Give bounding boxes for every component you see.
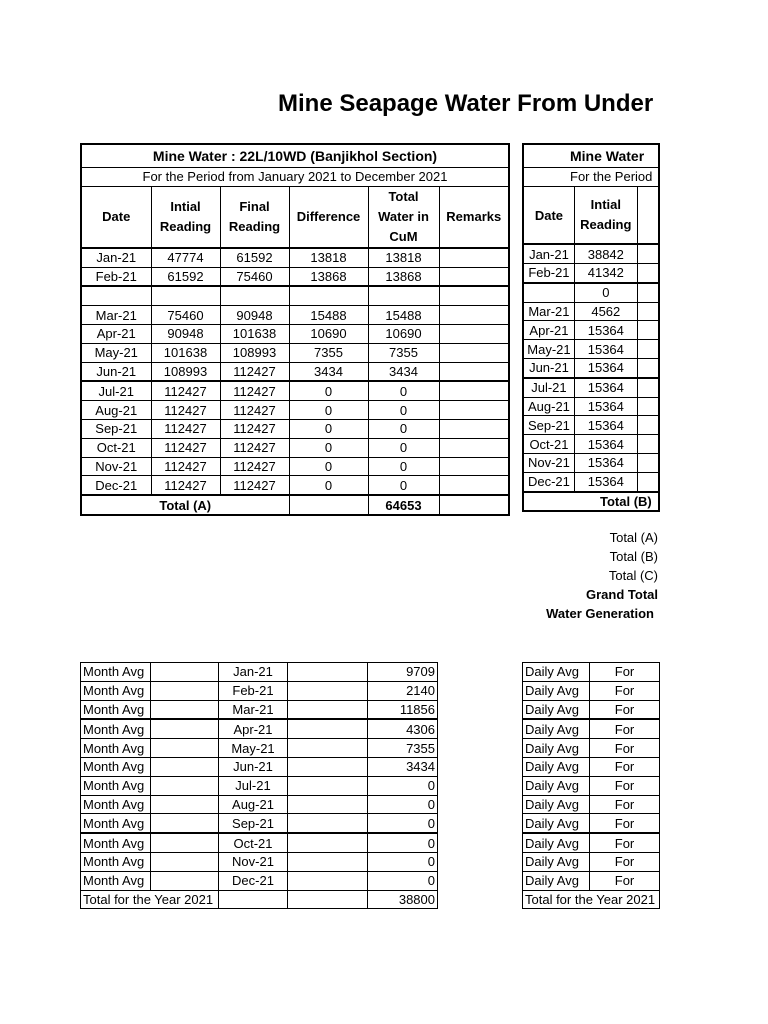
month-label: Oct-21 <box>219 833 288 852</box>
cell-date: Mar-21 <box>523 302 574 321</box>
cell-blank <box>637 472 659 491</box>
year-total-row <box>81 890 438 909</box>
table-row <box>81 267 509 286</box>
cell-blank <box>151 871 219 890</box>
cell-difference: 0 <box>289 476 368 495</box>
cell-initial-reading: 75460 <box>151 306 220 325</box>
cell-date: May-21 <box>81 343 151 362</box>
cell-total-water: 13868 <box>368 267 439 286</box>
cell-remarks <box>439 286 509 305</box>
cell-blank <box>288 757 368 776</box>
cell-initial-reading: 15364 <box>574 321 637 340</box>
table-row <box>523 321 659 340</box>
cell-blank <box>637 416 659 435</box>
table-row <box>81 438 509 457</box>
cell-initial-reading: 61592 <box>151 267 220 286</box>
cell-final-reading: 75460 <box>220 267 289 286</box>
table-row <box>523 302 659 321</box>
col-header-total-water: Total Water in CuM <box>368 186 439 248</box>
cell-date <box>523 283 574 302</box>
month-avg-value: 0 <box>368 852 438 871</box>
cell-final-reading: 112427 <box>220 362 289 381</box>
cell-initial-reading: 41342 <box>574 264 637 283</box>
list-item <box>81 681 438 700</box>
year-total-label: Total for the Year 2021 <box>523 890 660 909</box>
col-header-date-b: Date <box>523 186 574 244</box>
cell-initial-reading: 15364 <box>574 397 637 416</box>
list-item <box>81 757 438 776</box>
list-item <box>523 852 660 871</box>
cell-initial-reading: 15364 <box>574 435 637 454</box>
table-row <box>523 454 659 473</box>
cell-remarks <box>439 248 509 267</box>
cell-blank <box>637 454 659 473</box>
cell-blank <box>637 397 659 416</box>
cell-blank <box>151 833 219 852</box>
monthly-avg-table-a <box>80 662 438 909</box>
daily-avg-table-b <box>522 662 660 909</box>
daily-avg-label: Daily Avg <box>523 871 590 890</box>
cell-difference: 13818 <box>289 248 368 267</box>
table-row <box>523 435 659 454</box>
month-label: Jan-21 <box>219 663 288 682</box>
cell-final-reading: 112427 <box>220 457 289 476</box>
cell-difference: 0 <box>289 401 368 420</box>
month-avg-value: 4306 <box>368 719 438 738</box>
cell-date: Jul-21 <box>523 378 574 397</box>
cell-date: Dec-21 <box>523 472 574 491</box>
list-item <box>81 795 438 814</box>
table-row <box>523 472 659 491</box>
cell-remarks <box>439 381 509 400</box>
cell-blank <box>637 359 659 378</box>
summary-total-b: Total (B) <box>609 549 658 564</box>
month-avg-label: Month Avg <box>81 776 151 795</box>
list-item <box>523 814 660 833</box>
table-row <box>523 397 659 416</box>
daily-avg-label: Daily Avg <box>523 795 590 814</box>
cell-date: Jun-21 <box>81 362 151 381</box>
cell-blank <box>637 378 659 397</box>
month-avg-label: Month Avg <box>81 814 151 833</box>
month-avg-value: 0 <box>368 814 438 833</box>
col-header-initial-reading: Intial Reading <box>151 186 220 248</box>
cell-blank <box>288 719 368 738</box>
cell-difference: 13868 <box>289 267 368 286</box>
daily-avg-for: For <box>590 663 660 682</box>
cell-total-water: 0 <box>368 457 439 476</box>
cell-date: Nov-21 <box>81 457 151 476</box>
table-row <box>81 362 509 381</box>
list-item <box>81 871 438 890</box>
cell-initial-reading: 108993 <box>151 362 220 381</box>
cell-date: Apr-21 <box>81 324 151 343</box>
cell-difference: 0 <box>289 381 368 400</box>
list-item <box>523 833 660 852</box>
daily-avg-for: For <box>590 719 660 738</box>
list-item <box>81 814 438 833</box>
cell-remarks <box>439 362 509 381</box>
year-total-value: 38800 <box>368 890 438 909</box>
cell-difference: 15488 <box>289 306 368 325</box>
cell-date: Nov-21 <box>523 454 574 473</box>
cell-final-reading: 112427 <box>220 419 289 438</box>
month-avg-label: Month Avg <box>81 757 151 776</box>
summary-total-c: Total (C) <box>608 568 658 583</box>
year-total-label: Total for the Year 2021 <box>81 890 219 909</box>
cell-blank <box>637 244 659 263</box>
col-header-initial-reading-b: Intial Reading <box>574 186 637 244</box>
col-header-date: Date <box>81 186 151 248</box>
list-item <box>523 871 660 890</box>
table-row <box>523 264 659 283</box>
cell-blank <box>151 757 219 776</box>
month-avg-value: 11856 <box>368 700 438 719</box>
table-row <box>81 343 509 362</box>
cell-total-water: 7355 <box>368 343 439 362</box>
table-row <box>523 340 659 359</box>
cell-difference: 0 <box>289 457 368 476</box>
list-item <box>523 795 660 814</box>
cell-remarks <box>439 324 509 343</box>
month-label: Mar-21 <box>219 700 288 719</box>
month-avg-label: Month Avg <box>81 871 151 890</box>
cell-date: Feb-21 <box>523 264 574 283</box>
cell-blank <box>151 700 219 719</box>
table-row <box>523 378 659 397</box>
cell-date: Jun-21 <box>523 359 574 378</box>
cell-date: Oct-21 <box>81 438 151 457</box>
list-item <box>523 776 660 795</box>
cell-blank <box>151 681 219 700</box>
summary-labels <box>480 528 658 623</box>
cell-date: Aug-21 <box>81 401 151 420</box>
table-row <box>81 457 509 476</box>
cell-final-reading <box>220 286 289 305</box>
month-avg-value: 7355 <box>368 739 438 758</box>
cell-initial-reading: 15364 <box>574 454 637 473</box>
cell-date: Oct-21 <box>523 435 574 454</box>
table-row <box>523 359 659 378</box>
cell-blank <box>288 739 368 758</box>
list-item <box>81 833 438 852</box>
cell-date: Sep-21 <box>81 419 151 438</box>
daily-avg-label: Daily Avg <box>523 700 590 719</box>
col-header-final-reading: Final Reading <box>220 186 289 248</box>
table-row <box>81 286 509 305</box>
cell-final-reading: 108993 <box>220 343 289 362</box>
month-label: Jul-21 <box>219 776 288 795</box>
col-header-blank-b <box>637 186 659 244</box>
daily-avg-for: For <box>590 852 660 871</box>
list-item <box>81 719 438 738</box>
cell-total-water: 0 <box>368 401 439 420</box>
cell-total-water: 15488 <box>368 306 439 325</box>
table-row <box>81 248 509 267</box>
cell-remarks <box>439 419 509 438</box>
cell-final-reading: 101638 <box>220 324 289 343</box>
table-row <box>81 381 509 400</box>
cell-blank <box>637 340 659 359</box>
year-total-row <box>523 890 660 909</box>
month-avg-label: Month Avg <box>81 700 151 719</box>
total-a-label: Total (A) <box>81 495 289 515</box>
cell-blank <box>288 852 368 871</box>
table-row <box>81 401 509 420</box>
table-row <box>523 416 659 435</box>
table-row <box>81 476 509 495</box>
list-item <box>523 663 660 682</box>
cell-initial-reading: 112427 <box>151 401 220 420</box>
list-item <box>523 739 660 758</box>
daily-avg-label: Daily Avg <box>523 719 590 738</box>
cell-total-water: 10690 <box>368 324 439 343</box>
mine-water-table-a <box>80 143 510 516</box>
month-label: Nov-21 <box>219 852 288 871</box>
month-label: May-21 <box>219 739 288 758</box>
cell-blank <box>288 681 368 700</box>
cell-final-reading: 90948 <box>220 306 289 325</box>
cell-blank <box>288 795 368 814</box>
table-row <box>523 283 659 302</box>
cell-blank <box>151 719 219 738</box>
page-title: Mine Seapage Water From Under <box>278 90 654 117</box>
list-item <box>81 700 438 719</box>
cell-blank <box>288 871 368 890</box>
table-row <box>81 324 509 343</box>
cell-remarks <box>439 438 509 457</box>
list-item <box>523 719 660 738</box>
cell-date: Feb-21 <box>81 267 151 286</box>
summary-total-a: Total (A) <box>609 530 658 545</box>
mine-water-table-b <box>522 143 660 512</box>
cell-initial-reading: 15364 <box>574 472 637 491</box>
daily-avg-label: Daily Avg <box>523 852 590 871</box>
cell-blank <box>439 495 509 515</box>
month-avg-value: 0 <box>368 833 438 852</box>
cell-remarks <box>439 306 509 325</box>
month-label: Dec-21 <box>219 871 288 890</box>
cell-initial-reading: 15364 <box>574 378 637 397</box>
daily-avg-for: For <box>590 833 660 852</box>
table-total-row <box>523 492 659 512</box>
list-item <box>81 663 438 682</box>
cell-total-water: 13818 <box>368 248 439 267</box>
month-avg-label: Month Avg <box>81 739 151 758</box>
list-item <box>523 757 660 776</box>
daily-avg-label: Daily Avg <box>523 663 590 682</box>
cell-initial-reading <box>151 286 220 305</box>
daily-avg-for: For <box>590 795 660 814</box>
cell-final-reading: 112427 <box>220 401 289 420</box>
month-avg-label: Month Avg <box>81 719 151 738</box>
cell-initial-reading: 4562 <box>574 302 637 321</box>
daily-avg-label: Daily Avg <box>523 739 590 758</box>
cell-difference: 10690 <box>289 324 368 343</box>
cell-final-reading: 112427 <box>220 438 289 457</box>
month-avg-value: 3434 <box>368 757 438 776</box>
cell-date: Jan-21 <box>523 244 574 263</box>
col-header-difference: Difference <box>289 186 368 248</box>
cell-initial-reading: 112427 <box>151 438 220 457</box>
cell-blank <box>288 663 368 682</box>
month-avg-value: 9709 <box>368 663 438 682</box>
month-avg-label: Month Avg <box>81 663 151 682</box>
cell-difference: 0 <box>289 438 368 457</box>
daily-avg-for: For <box>590 776 660 795</box>
cell-date: Sep-21 <box>523 416 574 435</box>
cell-blank <box>151 814 219 833</box>
table-row <box>523 244 659 263</box>
cell-initial-reading: 15364 <box>574 359 637 378</box>
cell-blank <box>288 890 368 909</box>
cell-blank <box>288 814 368 833</box>
cell-date: Mar-21 <box>81 306 151 325</box>
col-header-remarks: Remarks <box>439 186 509 248</box>
cell-total-water <box>368 286 439 305</box>
cell-initial-reading: 15364 <box>574 340 637 359</box>
cell-total-water: 0 <box>368 476 439 495</box>
month-avg-value: 0 <box>368 871 438 890</box>
table-a-period: For the Period from January 2021 to December 2021 <box>81 168 509 187</box>
daily-avg-label: Daily Avg <box>523 681 590 700</box>
month-label: Apr-21 <box>219 719 288 738</box>
cell-blank <box>219 890 288 909</box>
summary-water-generation: Water Generation <box>546 606 654 621</box>
cell-blank <box>151 795 219 814</box>
cell-remarks <box>439 267 509 286</box>
month-avg-value: 0 <box>368 776 438 795</box>
daily-avg-for: For <box>590 757 660 776</box>
cell-blank <box>151 776 219 795</box>
cell-initial-reading: 47774 <box>151 248 220 267</box>
cell-total-water: 3434 <box>368 362 439 381</box>
cell-total-water: 0 <box>368 381 439 400</box>
month-avg-value: 2140 <box>368 681 438 700</box>
cell-initial-reading: 101638 <box>151 343 220 362</box>
table-b-period: For the Period <box>523 168 659 187</box>
cell-blank <box>637 321 659 340</box>
cell-blank <box>637 302 659 321</box>
list-item <box>81 852 438 871</box>
cell-difference: 0 <box>289 419 368 438</box>
cell-date: Dec-21 <box>81 476 151 495</box>
daily-avg-for: For <box>590 681 660 700</box>
cell-date: Apr-21 <box>523 321 574 340</box>
summary-grand-total: Grand Total <box>586 587 658 602</box>
month-label: Sep-21 <box>219 814 288 833</box>
list-item <box>523 681 660 700</box>
table-b-heading: Mine Water <box>523 144 659 168</box>
cell-date: Jul-21 <box>81 381 151 400</box>
cell-initial-reading: 112427 <box>151 381 220 400</box>
cell-date: Jan-21 <box>81 248 151 267</box>
table-a-heading: Mine Water : 22L/10WD (Banjikhol Section) <box>81 144 509 168</box>
daily-avg-label: Daily Avg <box>523 814 590 833</box>
total-a-value: 64653 <box>368 495 439 515</box>
list-item <box>523 700 660 719</box>
cell-initial-reading: 38842 <box>574 244 637 263</box>
cell-blank <box>288 833 368 852</box>
cell-final-reading: 112427 <box>220 476 289 495</box>
daily-avg-label: Daily Avg <box>523 776 590 795</box>
cell-initial-reading: 15364 <box>574 416 637 435</box>
cell-initial-reading: 112427 <box>151 457 220 476</box>
table-row <box>81 306 509 325</box>
month-avg-label: Month Avg <box>81 852 151 871</box>
daily-avg-label: Daily Avg <box>523 833 590 852</box>
cell-remarks <box>439 401 509 420</box>
cell-total-water: 0 <box>368 419 439 438</box>
month-label: Feb-21 <box>219 681 288 700</box>
daily-avg-for: For <box>590 700 660 719</box>
total-b-label: Total (B) <box>523 492 659 512</box>
cell-date: May-21 <box>523 340 574 359</box>
cell-initial-reading: 90948 <box>151 324 220 343</box>
cell-final-reading: 112427 <box>220 381 289 400</box>
cell-remarks <box>439 476 509 495</box>
cell-blank <box>637 264 659 283</box>
cell-final-reading: 61592 <box>220 248 289 267</box>
table-row <box>81 419 509 438</box>
cell-difference <box>289 286 368 305</box>
cell-blank <box>288 700 368 719</box>
cell-date: Aug-21 <box>523 397 574 416</box>
cell-initial-reading: 112427 <box>151 476 220 495</box>
cell-total-water: 0 <box>368 438 439 457</box>
month-avg-label: Month Avg <box>81 833 151 852</box>
cell-date <box>81 286 151 305</box>
cell-blank <box>637 283 659 302</box>
cell-blank <box>151 739 219 758</box>
daily-avg-for: For <box>590 739 660 758</box>
month-label: Aug-21 <box>219 795 288 814</box>
month-label: Jun-21 <box>219 757 288 776</box>
cell-blank <box>288 776 368 795</box>
month-avg-label: Month Avg <box>81 681 151 700</box>
month-avg-value: 0 <box>368 795 438 814</box>
cell-difference: 7355 <box>289 343 368 362</box>
list-item <box>81 739 438 758</box>
cell-blank <box>151 852 219 871</box>
table-total-row <box>81 495 509 515</box>
list-item <box>81 776 438 795</box>
cell-remarks <box>439 343 509 362</box>
month-avg-label: Month Avg <box>81 795 151 814</box>
cell-initial-reading: 112427 <box>151 419 220 438</box>
daily-avg-for: For <box>590 871 660 890</box>
cell-remarks <box>439 457 509 476</box>
cell-blank <box>289 495 368 515</box>
cell-blank <box>151 663 219 682</box>
cell-blank <box>637 435 659 454</box>
cell-difference: 3434 <box>289 362 368 381</box>
daily-avg-label: Daily Avg <box>523 757 590 776</box>
cell-initial-reading: 0 <box>574 283 637 302</box>
daily-avg-for: For <box>590 814 660 833</box>
